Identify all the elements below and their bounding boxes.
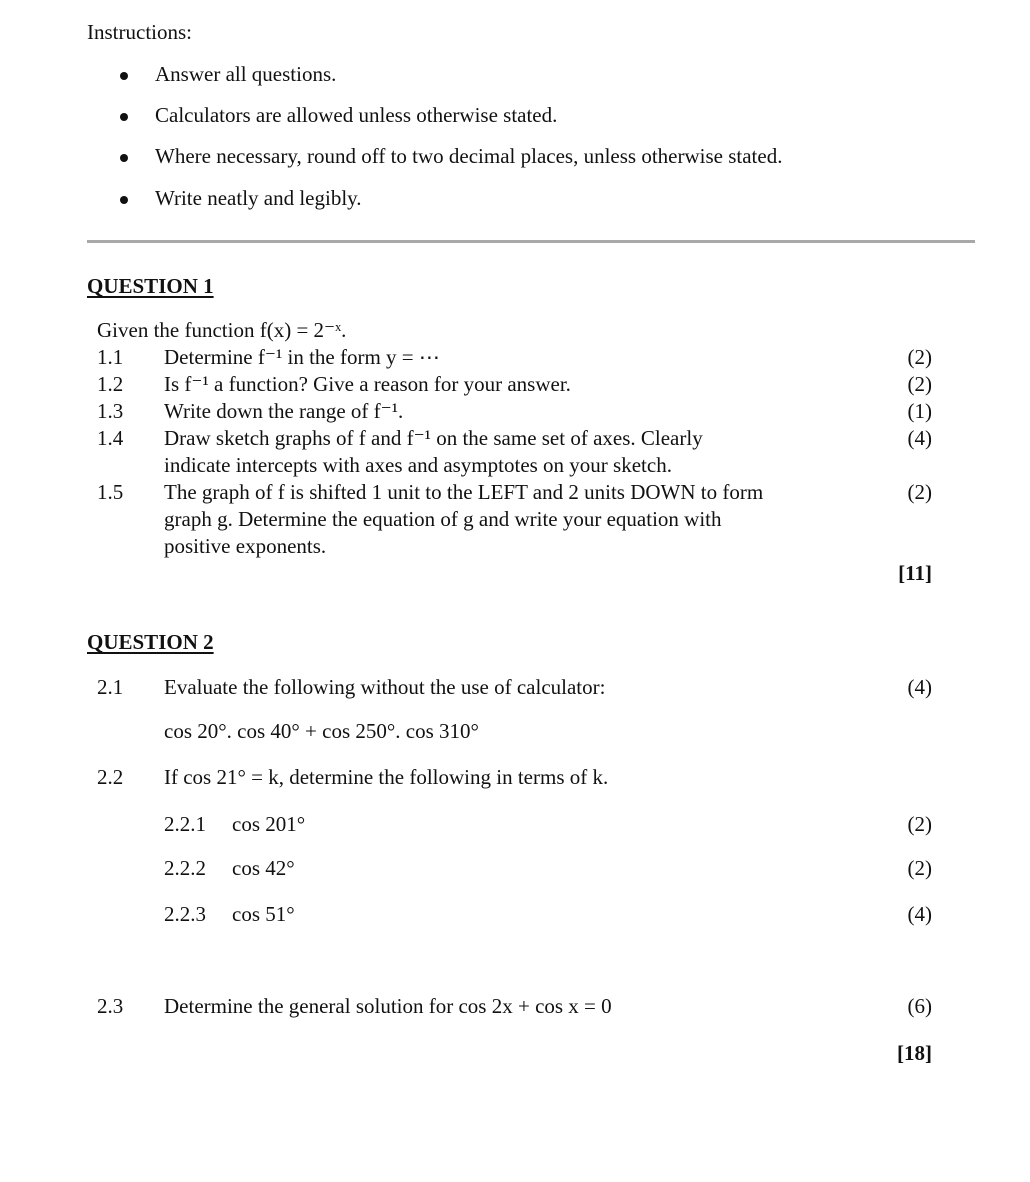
q2-total: [18] xyxy=(897,1041,932,1065)
q2-subpart-expression: cos 42° xyxy=(232,856,295,880)
instructions-title: Instructions: xyxy=(87,20,192,44)
q1-part-number: 1.3 xyxy=(97,399,124,423)
q2-subpart-marks: (4) xyxy=(907,902,932,926)
q2-part-number: 2.3 xyxy=(97,994,124,1018)
q2-subpart-number: 2.2.3 xyxy=(164,902,206,926)
q1-part-marks: (2) xyxy=(907,480,932,504)
q2-subpart-number: 2.2.2 xyxy=(164,856,206,880)
q2-part-number: 2.2 xyxy=(97,765,124,789)
q1-part-text: Determine f⁻¹ in the form y = ⋯ xyxy=(164,345,440,369)
instruction-item: Calculators are allowed unless otherwise stated. xyxy=(155,103,558,127)
q2-part-text: If cos 21° = k, determine the following in terms of k. xyxy=(164,765,609,789)
instruction-item: Answer all questions. xyxy=(155,62,337,86)
q2-part-number: 2.1 xyxy=(97,675,124,699)
q2-subpart-number: 2.2.1 xyxy=(164,812,206,836)
q1-part-text: positive exponents. xyxy=(164,534,327,558)
q2-part-text: Determine the general solution for cos 2x + cos x = 0 xyxy=(164,994,612,1018)
instruction-item: Write neatly and legibly. xyxy=(155,186,362,210)
q2-expression: cos 20°. cos 40° + cos 250°. cos 310° xyxy=(164,719,479,743)
question-1-heading: QUESTION 1 xyxy=(87,274,214,298)
q2-part-marks: (4) xyxy=(907,675,932,699)
bullet-icon xyxy=(120,113,128,121)
q1-part-text: Is f⁻¹ a function? Give a reason for your answer. xyxy=(164,372,571,396)
bullet-icon xyxy=(120,154,128,162)
q1-part-marks: (2) xyxy=(907,345,932,369)
q1-total: [11] xyxy=(898,561,932,585)
q1-part-text: Draw sketch graphs of f and f⁻¹ on the same set of axes. Clearly xyxy=(164,426,703,450)
q2-subpart-expression: cos 201° xyxy=(232,812,306,836)
question-2-heading: QUESTION 2 xyxy=(87,630,214,654)
q2-subpart-expression: cos 51° xyxy=(232,902,295,926)
bullet-icon xyxy=(120,72,128,80)
q1-part-text: Write down the range of f⁻¹. xyxy=(164,399,404,423)
q1-part-number: 1.5 xyxy=(97,480,124,504)
q1-part-number: 1.1 xyxy=(97,345,124,369)
q1-part-text: indicate intercepts with axes and asymptotes on your sketch. xyxy=(164,453,672,477)
q2-subpart-marks: (2) xyxy=(907,856,932,880)
instruction-item: Where necessary, round off to two decimal places, unless otherwise stated. xyxy=(155,144,783,168)
section-divider xyxy=(87,240,975,243)
q2-part-marks: (6) xyxy=(907,994,932,1018)
q2-part-text: Evaluate the following without the use of calculator: xyxy=(164,675,606,699)
bullet-icon xyxy=(120,196,128,204)
q1-part-number: 1.4 xyxy=(97,426,124,450)
q1-part-number: 1.2 xyxy=(97,372,124,396)
q2-subpart-marks: (2) xyxy=(907,812,932,836)
q1-part-text: graph g. Determine the equation of g and write your equation with xyxy=(164,507,722,531)
q1-part-marks: (4) xyxy=(907,426,932,450)
q1-part-text: The graph of f is shifted 1 unit to the LEFT and 2 units DOWN to form xyxy=(164,480,764,504)
q1-intro: Given the function f(x) = 2⁻ˣ. xyxy=(97,318,347,342)
q1-part-marks: (2) xyxy=(907,372,932,396)
q1-part-marks: (1) xyxy=(907,399,932,423)
